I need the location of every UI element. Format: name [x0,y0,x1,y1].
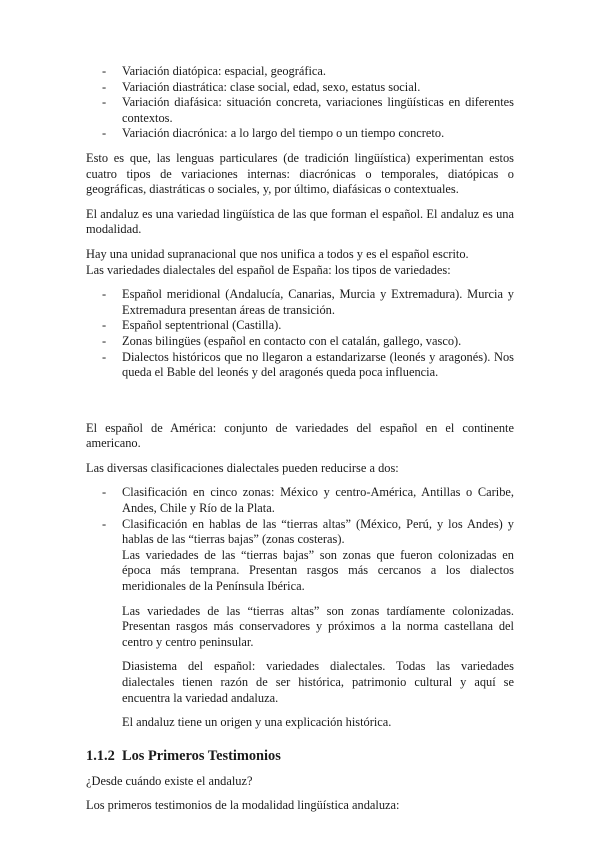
section-title: Los Primeros Testimonios [122,747,281,764]
paragraph-diasistema: Diasistema del español: variedades dialectales. Todas las variedades dialectales tienen razón de ser histórica, patrimonio cultural y aquí se encuentra la variedad andaluza. [122,659,514,705]
paragraph-variedades-espana: Las variedades dialectales del español de España: los tipos de variedades: [86,262,451,277]
list-item-text: Clasificación en hablas de las “tierras altas” (México, Perú, y los Andes) y hablas de las “tierras bajas” (zonas costeras). [122,516,514,547]
list-item-text: Español meridional (Andalucía, Canarias, Murcia y Extremadura). Murcia y Extremadura presentan áreas de transición. [122,287,514,317]
paragraph-lenguas: Esto es que, las lenguas particulares (de tradición lingüística) experimentan estos cuatro tipos de variaciones internas: diacrónicas o temporales, diatópicas o geográficas, diastráticas o sociales, y, por último, diafásicas o contextuales. [86,150,514,197]
paragraph-clasificaciones: Las diversas clasificaciones dialectales pueden reducirse a dos: [86,460,399,475]
section-heading [86,747,514,765]
paragraph-tierras-bajas: Las variedades de las “tierras bajas” son zonas que fueron colonizadas en época más temprana. Presentan rasgos más cercanos a los dialectos meridionales de la Península Ibérica. [122,547,514,594]
list-item-text: Dialectos históricos que no llegaron a estandarizarse (leonés y aragonés). Nos queda el Bable del leonés y del aragonés queda poca influencia. [122,349,514,380]
list-item [86,95,514,126]
variations-list [86,64,514,142]
list-item [86,64,514,80]
list-item [86,80,514,96]
list-item [86,334,514,350]
list-item-text: Variación diastrática: clase social, edad, sexo, estatus social. [122,79,421,94]
list-item-text: Clasificación en cinco zonas: México y centro-América, Antillas o Caribe, Andes, Chile y Río de la Plata. [122,485,514,516]
paragraph-pregunta: ¿Desde cuándo existe el andaluz? [86,773,253,788]
bullet-dash: - [102,516,107,531]
spain-varieties-list [86,287,514,381]
paragraph-tierras-altas: Las variedades de las “tierras altas” son zonas tardíamente colonizadas. Presentan rasgos más conservadores y próximos a la norma castellana del centro y centro peninsular. [122,603,514,649]
bullet-dash: - [102,64,107,78]
list-item [86,287,514,318]
bullet-dash: - [102,349,107,364]
paragraph-supranacional: Hay una unidad supranacional que nos unifica a todos y es el español escrito. [86,246,469,261]
bullet-dash: - [102,79,107,94]
list-item-text: Variación diatópica: espacial, geográfica. [122,64,326,78]
paragraph-america: El español de América: conjunto de variedades del español en el continente americano. [86,420,514,451]
bullet-dash: - [102,333,107,348]
list-item [86,350,514,381]
paragraph-testimonios: Los primeros testimonios de la modalidad lingüística andaluza: [86,798,400,813]
list-item-text: Español septentrional (Castilla). [122,318,282,333]
paragraph-andaluz-variedad: El andaluz es una variedad lingüística de las que forman el español. El andaluz es una modalidad. [86,206,514,237]
bullet-dash: - [102,318,107,333]
list-item [86,318,514,334]
list-item-text: Variación diacrónica: a lo largo del tiempo o un tiempo concreto. [122,126,445,141]
bullet-dash: - [102,126,107,141]
section-number: 1.1.2 [86,747,115,764]
bullet-dash: - [102,95,107,110]
list-item [86,126,514,142]
list-item-text: Variación diafásica: situación concreta, variaciones lingüísticas en diferentes contextos. [122,95,514,125]
bullet-dash: - [102,485,107,500]
bullet-dash: - [102,287,107,302]
list-item [86,485,514,516]
list-item-text: Zonas bilingües (español en contacto con el catalán, gallego, vasco). [122,333,462,348]
paragraph-origen: El andaluz tiene un origen y una explicación histórica. [122,715,392,730]
list-item [86,517,514,548]
classification-list [86,485,514,547]
